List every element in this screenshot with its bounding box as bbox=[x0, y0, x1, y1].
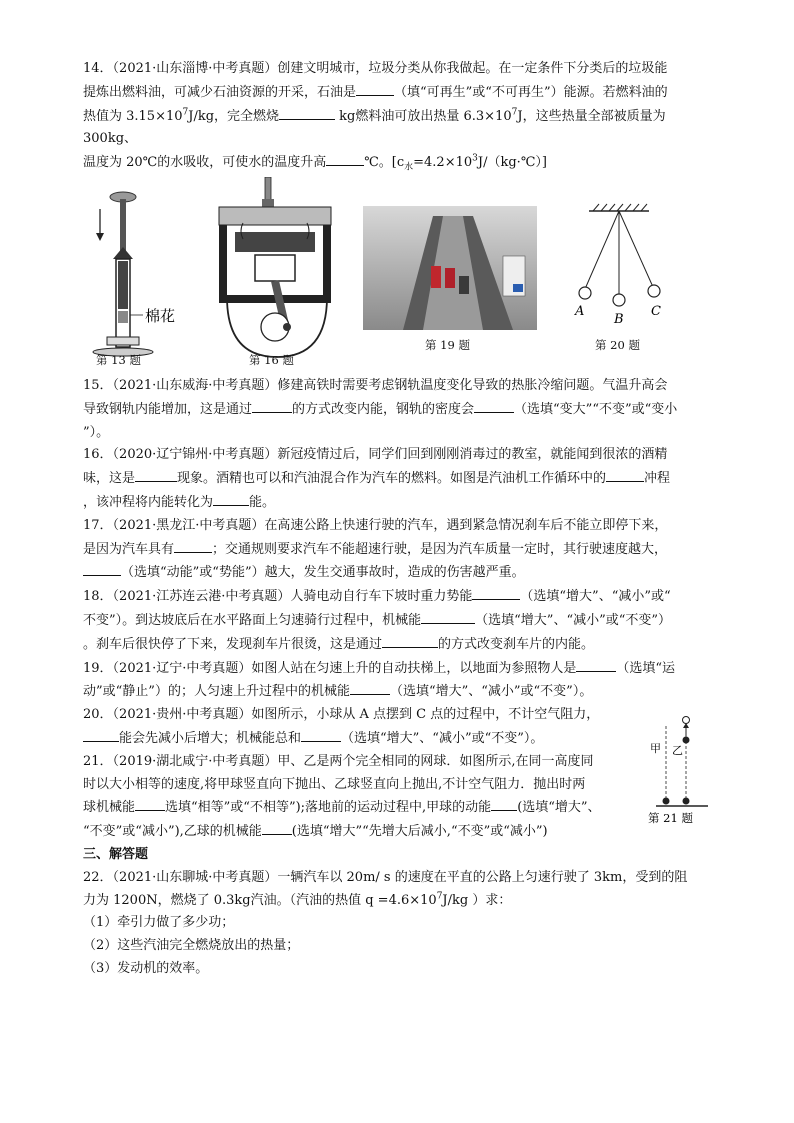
question-16 bbox=[83, 444, 713, 514]
q15-line2b: 的方式改变内能，钢轨的密度会 bbox=[292, 401, 475, 417]
answer-blank[interactable] bbox=[472, 585, 520, 600]
q19-line2b: （选填“增大”、“减小”或“不变”）。 bbox=[389, 684, 593, 700]
q18-line1a: 18．（2021·江苏连云港·中考真题）人骑电动自行车下坡时重力势能 bbox=[83, 589, 473, 605]
figure-21-caption: 第 21 题 bbox=[648, 811, 693, 826]
engine-figure bbox=[213, 177, 343, 362]
q22-subquestion-2: （2）这些汽油完全燃烧放出的热量； bbox=[83, 938, 300, 954]
q22-line1: 22．（2021·山东聊城·中考真题）一辆汽车以 20m/ s 的速度在平直的公路上匀速行驶了 3km，受到的阻 bbox=[83, 869, 688, 885]
q18-line2a: 不变”）。到达坡底后在水平路面上匀速骑行过程中，机械能 bbox=[83, 612, 422, 628]
q22-subquestion-1: （1）牵引力做了多少功； bbox=[83, 915, 235, 931]
q15-line2c: （选填“变大”“不变”或“变小 bbox=[514, 401, 678, 417]
q14-line4c: =4.2×10 bbox=[413, 155, 473, 171]
q21-line3c: (选填“增大”、 bbox=[517, 800, 601, 816]
ball-yi-label: 乙 bbox=[672, 744, 683, 758]
q20-line1: 20．（2021·贵州·中考真题）如图所示，小球从 A 点摆到 C 点的过程中，不计空气阻力， bbox=[83, 707, 600, 723]
q17-line2a: 是因为汽车具有 bbox=[83, 541, 175, 557]
q21-line1: 21．（2019·湖北咸宁·中考真题）甲、乙是两个完全相同的网球．如图所示,在同一高度同 bbox=[83, 753, 594, 769]
q18-line1b: （选填“增大”、“减小”或“ bbox=[520, 589, 671, 605]
escalator-photo bbox=[363, 206, 537, 330]
exponent: 3 bbox=[472, 153, 478, 164]
answer-blank[interactable] bbox=[491, 796, 517, 811]
q15-line3: ”）。 bbox=[83, 424, 110, 440]
q14-line4b: ℃。[c bbox=[364, 155, 405, 171]
figure-19-caption: 第 19 题 bbox=[425, 337, 470, 352]
q16-line3a: ，该冲程将内能转化为 bbox=[83, 494, 214, 510]
q16-line2b: 现象。酒精也可以和汽油混合作为汽车的燃料。如图是汽油机工作循环中的 bbox=[177, 471, 607, 487]
q21-line4a: “不变”或“减小”),乙球的机械能 bbox=[83, 824, 262, 840]
exponent: 7 bbox=[511, 107, 518, 118]
answer-blank[interactable] bbox=[83, 727, 119, 742]
answer-blank[interactable] bbox=[606, 467, 644, 482]
q19-line1b: （选填“运 bbox=[616, 660, 676, 676]
q18-line3b: 的方式改变刹车片的内能。 bbox=[438, 636, 595, 652]
tennis-ball-figure bbox=[648, 704, 713, 834]
q14-line3d: J，这些热量全部被质量为 300kg、 bbox=[83, 108, 666, 147]
pendulum-figure bbox=[563, 201, 673, 331]
answer-blank[interactable] bbox=[576, 657, 616, 672]
question-21 bbox=[83, 751, 645, 844]
answer-blank[interactable] bbox=[252, 398, 292, 413]
q19-line1a: 19．（2021·辽宁·中考真题）如图人站在匀速上升的自动扶梯上，以地面为参照物人是 bbox=[83, 660, 577, 676]
q18-line2b: （选填“增大”、“减小”或“不变”） bbox=[475, 612, 672, 628]
q15-line2a: 导致钢轨内能增加，这是通过 bbox=[83, 401, 253, 417]
q14-line4d: J/（kg·℃）] bbox=[477, 155, 547, 171]
figure-row bbox=[83, 177, 713, 375]
q21-line3a: 球机械能 bbox=[83, 800, 136, 816]
subscript: 水 bbox=[404, 162, 414, 173]
compression-tube-figure bbox=[83, 187, 203, 362]
answer-blank[interactable] bbox=[279, 105, 335, 120]
q16-line2c: 冲程 bbox=[644, 471, 671, 487]
answer-blank[interactable] bbox=[356, 81, 394, 96]
q17-line3: （选填“动能”或“势能”）越大，发生交通事故时，造成的伤害越严重。 bbox=[121, 565, 525, 581]
answer-blank[interactable] bbox=[213, 491, 249, 506]
q14-line3a: 热值为 3.15×10 bbox=[83, 108, 183, 124]
ball-a-label: A bbox=[575, 303, 585, 319]
q22-line2a: 力为 1200N，燃烧了 0.3kg汽油。（汽油的热值 q =4.6×10 bbox=[83, 892, 437, 908]
answer-blank[interactable] bbox=[474, 398, 514, 413]
ball-b-label: B bbox=[614, 311, 624, 327]
answer-blank[interactable] bbox=[83, 561, 121, 576]
q21-line4b: (选填“增大”“先增大后减小,“不变”或“减小”) bbox=[291, 824, 548, 840]
cotton-label: 棉花 bbox=[145, 306, 176, 325]
q16-line1: 16．（2020·辽宁锦州·中考真题）新冠疫情过后，同学们回到刚刚消毒过的教室，就能闻到很浓的酒精 bbox=[83, 447, 668, 463]
q19-line2a: 动”或“静止”）的；人匀速上升过程中的机械能 bbox=[83, 684, 350, 700]
q20-line2a: 能会先减小后增大；机械能总和 bbox=[119, 730, 302, 746]
q17-line1: 17．（2021·黑龙江·中考真题）在高速公路上快速行驶的汽车，遇到紧急情况刹车后不能立即停下来， bbox=[83, 517, 668, 533]
ball-jia-label: 甲 bbox=[650, 742, 661, 756]
q15-line1: 15．（2021·山东威海·中考真题）修建高铁时需要考虑钢轨温度变化导致的热胀冷缩问题。气温升高会 bbox=[83, 377, 668, 393]
section-heading: 三、解答题 bbox=[83, 846, 149, 862]
q14-line2a: 提炼出燃料油，可减少石油资源的开采，石油是 bbox=[83, 84, 357, 100]
q16-line3b: 能。 bbox=[249, 494, 276, 510]
q14-line2b: （填“可再生”或“不可再生”）能源。若燃料油的 bbox=[394, 84, 668, 100]
questions-20-21 bbox=[83, 704, 713, 844]
exponent: 7 bbox=[182, 107, 189, 118]
question-page bbox=[83, 58, 713, 981]
answer-blank[interactable] bbox=[421, 609, 475, 624]
question-19 bbox=[83, 657, 713, 705]
answer-blank[interactable] bbox=[262, 820, 292, 835]
answer-blank[interactable] bbox=[350, 680, 390, 695]
q17-line2b: ；交通规则要求汽车不能超速行驶，是因为汽车质量一定时，其行驶速度越大， bbox=[212, 541, 668, 557]
question-20 bbox=[83, 704, 638, 751]
question-18 bbox=[83, 585, 713, 656]
figure-20-caption: 第 20 题 bbox=[595, 337, 640, 352]
q22-line2b: J/kg ）求： bbox=[442, 892, 512, 908]
question-22 bbox=[83, 867, 713, 981]
q14-line1: 14．（2021·山东淄博·中考真题）创建文明城市，垃圾分类从你我做起。在一定条件下分类后的垃圾能 bbox=[83, 61, 668, 76]
exponent: 7 bbox=[436, 891, 443, 902]
q14-line3c: kg燃料油可放出热量 6.3×10 bbox=[335, 108, 512, 124]
q16-line2a: 味，这是 bbox=[83, 471, 136, 487]
ball-c-label: C bbox=[651, 303, 661, 319]
q18-line3a: 。刹车后很快停了下来，发现刹车片很烫，这是通过 bbox=[83, 636, 383, 652]
q21-line3b: 选填“相等”或“不相等”);落地前的运动过程中,甲球的动能 bbox=[165, 800, 492, 816]
question-14 bbox=[83, 58, 713, 175]
answer-blank[interactable] bbox=[301, 727, 341, 742]
figure-13-caption: 第 13 题 bbox=[96, 352, 141, 367]
question-15 bbox=[83, 375, 713, 444]
answer-blank[interactable] bbox=[174, 538, 212, 553]
answer-blank[interactable] bbox=[326, 151, 364, 166]
q20-line2b: （选填“增大”、“减小”或“不变”）。 bbox=[341, 730, 544, 746]
q21-line2: 时以大小相等的速度,将甲球竖直向下抛出、乙球竖直向上抛出,不计空气阻力．抛出时两 bbox=[83, 776, 586, 792]
answer-blank[interactable] bbox=[135, 467, 177, 482]
question-17 bbox=[83, 515, 713, 585]
figure-16-caption: 第 16 题 bbox=[249, 352, 294, 367]
answer-blank[interactable] bbox=[135, 796, 165, 811]
q14-line4a: 温度为 20℃的水吸收，可使水的温度升高 bbox=[83, 155, 327, 171]
q14-line3b: J/kg，完全燃烧 bbox=[188, 108, 280, 124]
answer-blank[interactable] bbox=[382, 633, 438, 648]
q22-subquestion-3: （3）发动机的效率。 bbox=[83, 960, 209, 976]
